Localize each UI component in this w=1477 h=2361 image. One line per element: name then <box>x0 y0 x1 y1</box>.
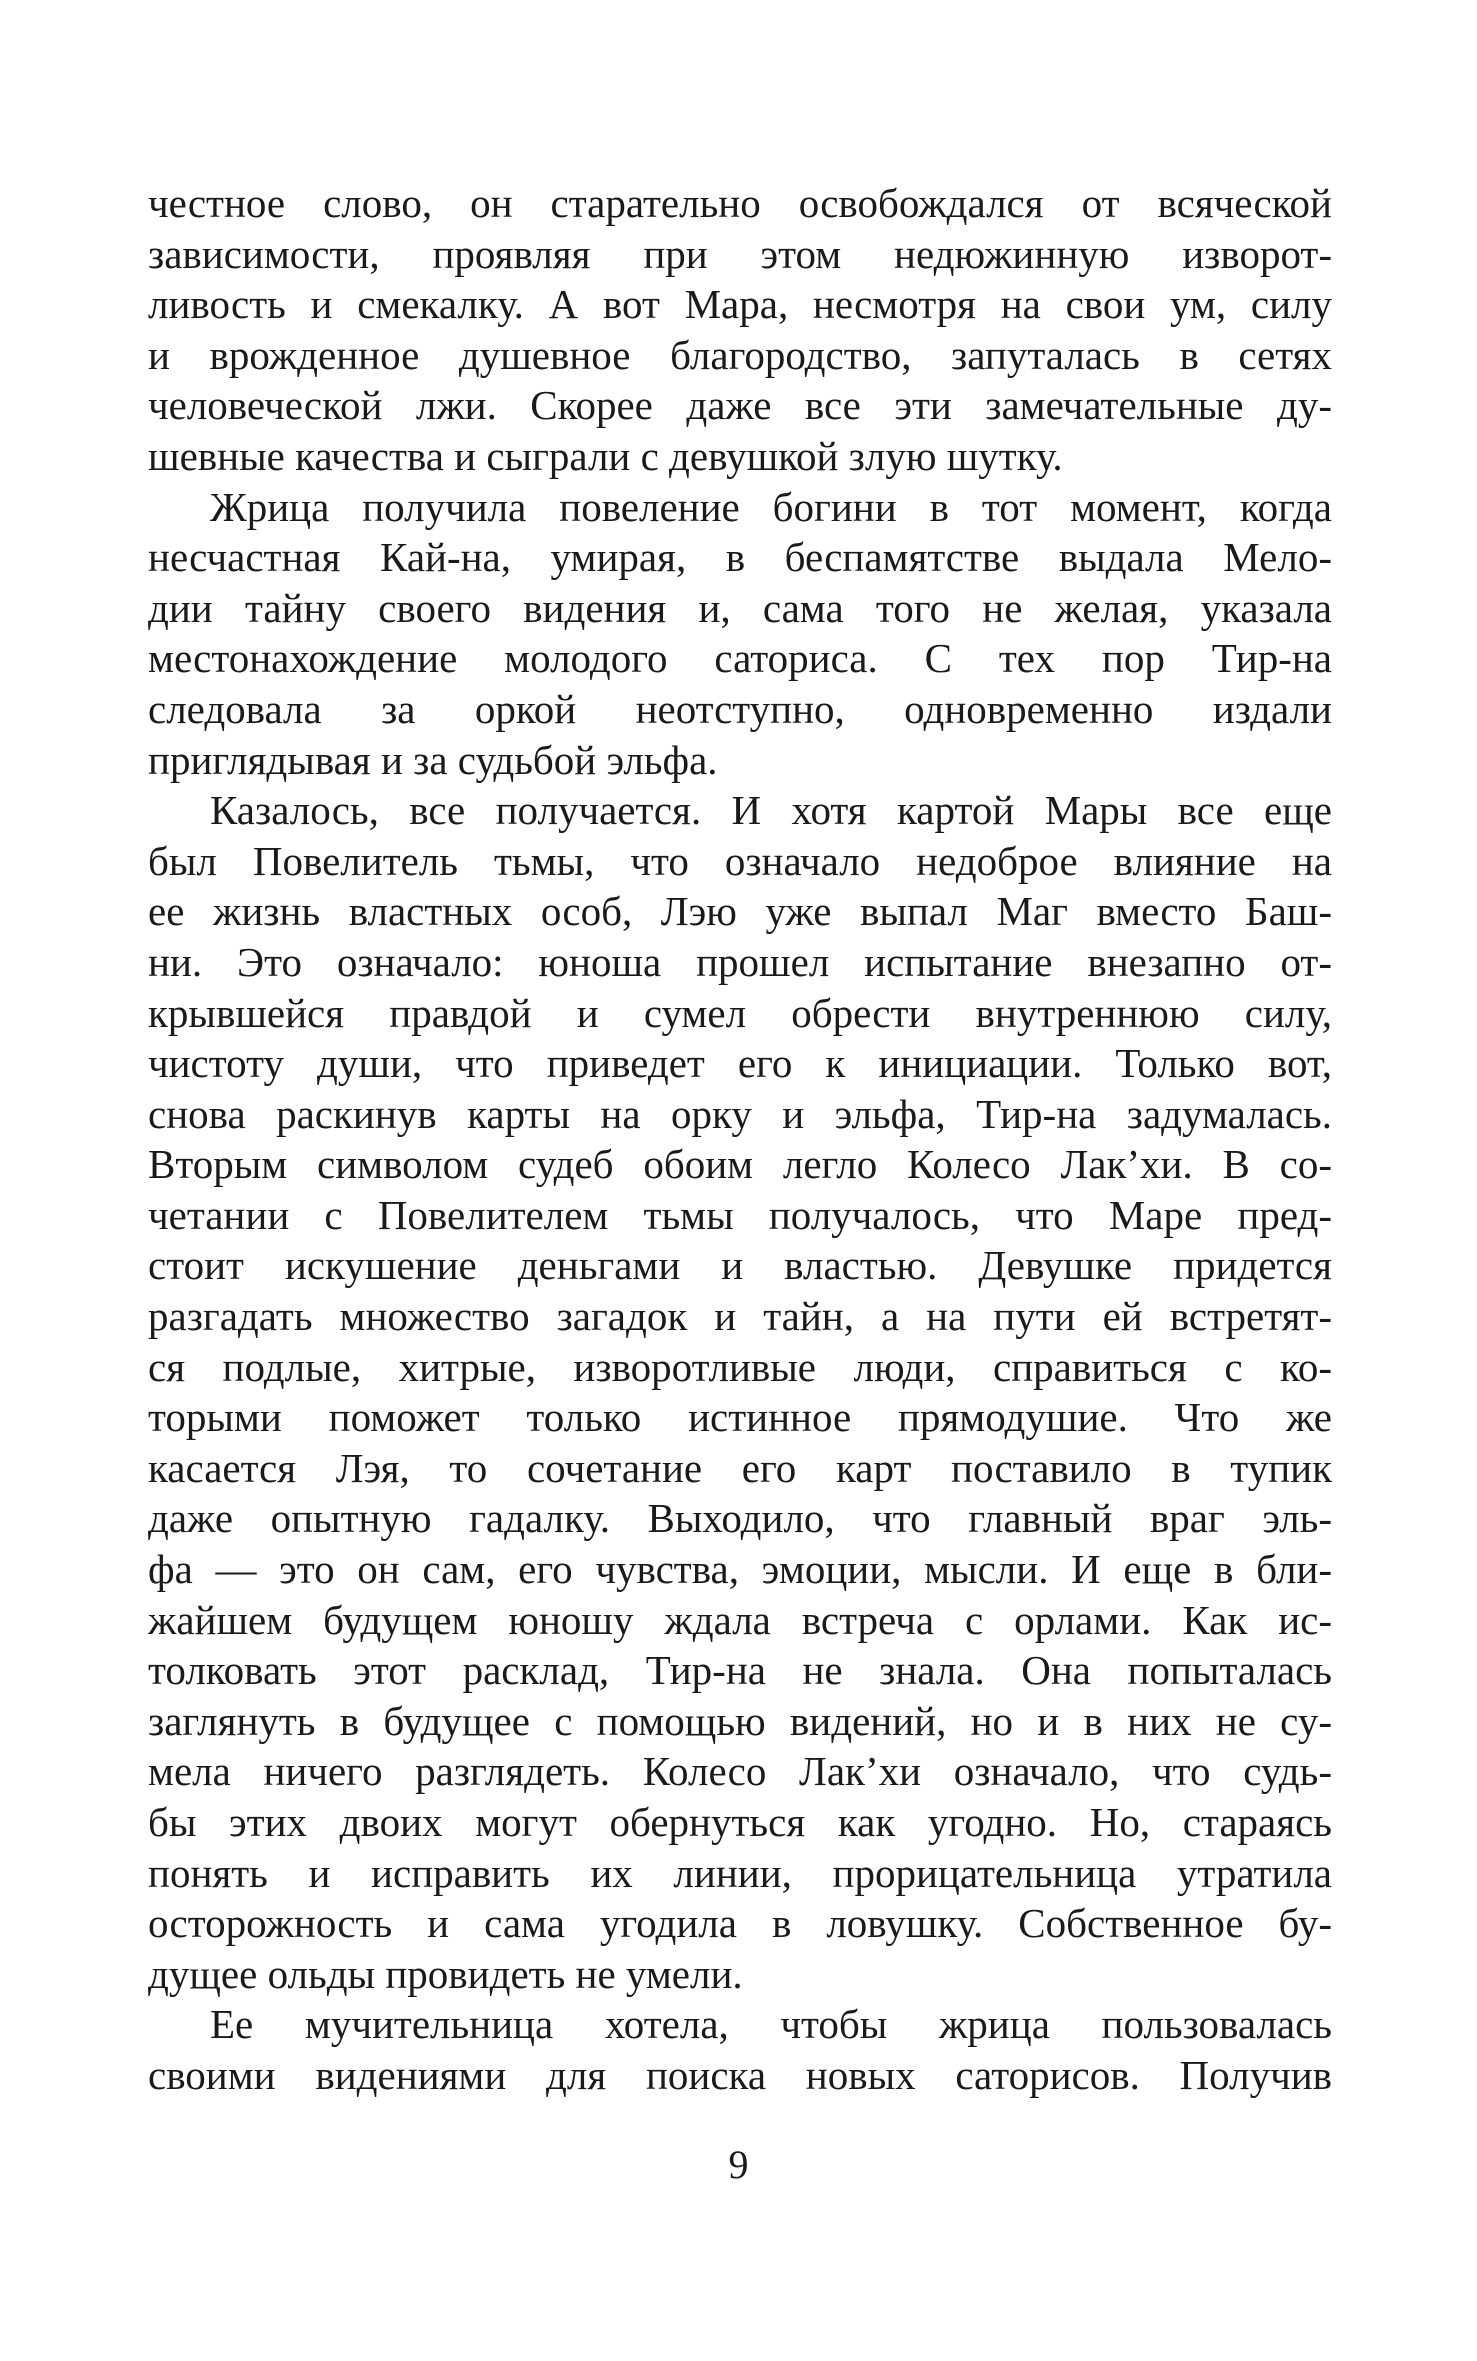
page-number: 9 <box>728 2142 749 2187</box>
text-line: заглянуть в будущее с помощью видений, но и в них не су- <box>148 1697 1332 1744</box>
text-line: был Повелитель тьмы, что означало недоброе влияние на <box>148 837 1332 884</box>
text-line: мела ничего разглядеть. Колесо Лак’хи означало, что судь- <box>148 1748 1332 1795</box>
text-line: ливость и смекалку. А вот Мара, несмотря на свои ум, силу <box>148 281 1332 328</box>
text-line: осторожность и сама угодила в ловушку. Собственное бу- <box>148 1900 1332 1947</box>
text-line: Казалось, все получается. И хотя картой Мары все еще <box>210 787 1332 834</box>
page-body <box>148 178 1332 2101</box>
text-line: чистоту души, что приведет его к инициации. Только вот, <box>148 1040 1332 1087</box>
text-line: шевные качества и сыграли с девушкой злую шутку. <box>148 432 1063 479</box>
text-line: касается Лэя, то сочетание его карт поставило в тупик <box>148 1444 1332 1491</box>
text-line: зависимости, проявляя при этом недюжинную изворот- <box>148 230 1332 277</box>
text-line: фа — это он сам, его чувства, эмоции, мысли. И еще в бли- <box>148 1546 1332 1593</box>
text-line: понять и исправить их линии, прорицательница утратила <box>148 1849 1332 1896</box>
text-line: приглядывая и за судьбой эльфа. <box>148 736 718 783</box>
paragraph <box>148 482 1332 786</box>
text-line: следовала за оркой неотступно, одновременно издали <box>148 685 1332 732</box>
paragraph <box>148 1999 1332 2100</box>
text-line: разгадать множество загадок и тайн, а на пути ей встретят- <box>148 1293 1332 1340</box>
text-line: торыми поможет только истинное прямодушие. Что же <box>148 1394 1332 1441</box>
text-line: толковать этот расклад, Тир-на не знала. Она попыталась <box>148 1647 1332 1694</box>
paragraph <box>148 785 1332 1999</box>
text-line: Жрица получила повеление богини в тот момент, когда <box>210 483 1332 530</box>
text-line: снова раскинув карты на орку и эльфа, Тир-на задумалась. <box>148 1090 1332 1137</box>
text-line: жайшем будущем юношу ждала встреча с орлами. Как ис- <box>148 1596 1332 1643</box>
text-line: ее жизнь властных особ, Лэю уже выпал Маг вместо Баш- <box>148 888 1332 935</box>
text-line: крывшейся правдой и сумел обрести внутреннюю силу, <box>148 989 1332 1036</box>
text-line: местонахождение молодого саториса. С тех пор Тир-на <box>148 635 1332 682</box>
text-line: Ее мучительница хотела, чтобы жрица пользовалась <box>210 2001 1332 2048</box>
text-line: честное слово, он старательно освобождался от всяческой <box>148 180 1332 226</box>
text-line: и врожденное душевное благородство, запуталась в сетях <box>148 331 1332 378</box>
text-line: стоит искушение деньгами и властью. Девушке придется <box>148 1242 1332 1289</box>
text-line: Вторым символом судеб обоим легло Колесо Лак’хи. В со- <box>148 1141 1332 1188</box>
text-line: человеческой лжи. Скорее даже все эти замечательные ду- <box>148 382 1332 429</box>
paragraph <box>148 178 1332 482</box>
text-line: четании с Повелителем тьмы получалось, что Маре пред- <box>148 1191 1332 1238</box>
text-line: несчастная Кай-на, умирая, в беспамятстве выдала Мело- <box>148 534 1332 581</box>
text-line: бы этих двоих могут обернуться как угодно. Но, стараясь <box>148 1799 1332 1845</box>
text-line: дии тайну своего видения и, сама того не желая, указала <box>148 584 1332 631</box>
text-line: ся подлые, хитрые, изворотливые люди, справиться с ко- <box>148 1343 1332 1390</box>
text-line: дущее ольды провидеть не умели. <box>148 1950 743 1997</box>
text-line: даже опытную гадалку. Выходило, что главный враг эль- <box>148 1495 1332 1542</box>
text-line: своими видениями для поиска новых саторисов. Получив <box>148 2051 1332 2098</box>
text-line: ни. Это означало: юноша прошел испытание внезапно от- <box>148 938 1332 985</box>
